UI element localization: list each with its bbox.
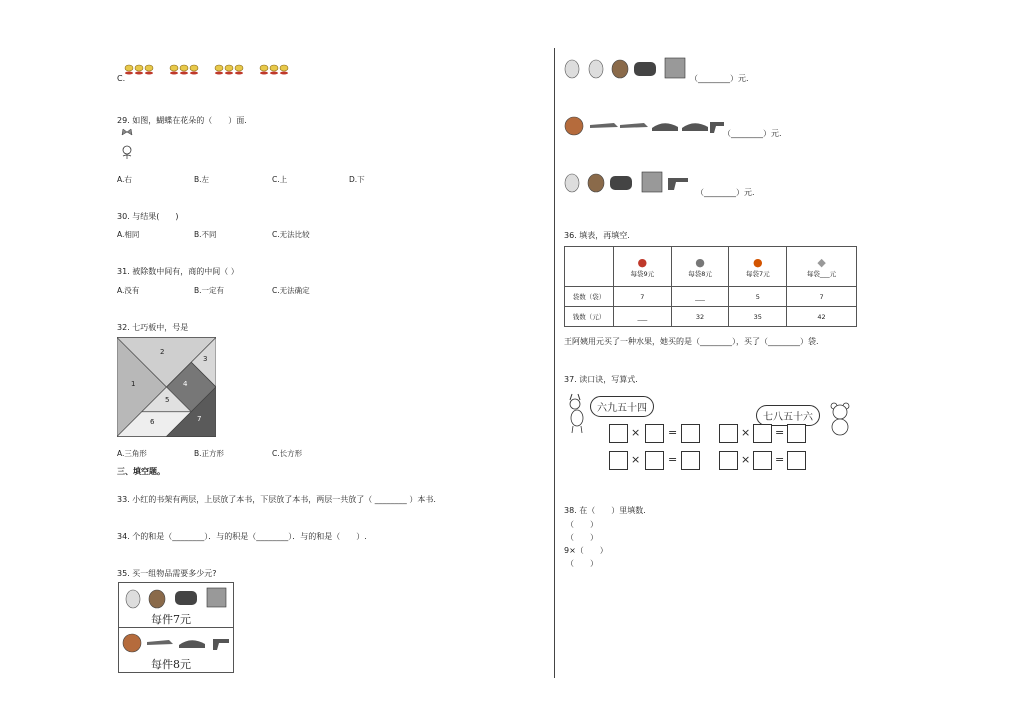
answer-box[interactable] (609, 424, 628, 443)
q36-followup: 王阿姨用元买了一种水果，她买的是（________），买了（________）袋. (564, 337, 819, 346)
table-header-col4 (787, 247, 857, 287)
answer-box[interactable] (719, 451, 738, 470)
q30-question: 30. 与结果( ) (117, 212, 179, 221)
q29-option-a[interactable]: A.右 (117, 175, 132, 184)
answer-box[interactable] (719, 424, 738, 443)
equals-sign: = (775, 426, 785, 439)
answer-box[interactable] (753, 424, 772, 443)
card-8-price: 每件8元 (151, 658, 191, 671)
q29-option-c[interactable]: C.上 (272, 175, 288, 184)
table-header-col4-label: 每袋___元 (806, 269, 837, 278)
bubble-formula-1: 六九五十四 (590, 396, 654, 417)
table-header-col3-label: 每袋7元 (745, 269, 770, 278)
answer-box[interactable] (645, 451, 664, 470)
table-cell: 32 (671, 307, 729, 327)
table-header-col1 (614, 247, 672, 287)
q31-option-b[interactable]: B.一定有 (194, 286, 225, 295)
tangram-label-3: 3 (203, 355, 208, 363)
times-sign: × (631, 453, 641, 466)
q30-option-c[interactable]: C.无法比较 (272, 230, 310, 239)
times-sign: × (741, 426, 751, 439)
deer-icon (564, 392, 590, 434)
apple-icon: ● (752, 255, 763, 269)
purchase-row-2-icons (564, 114, 724, 138)
q34-question: 34. 个的和是（________）．与的积是（________）．与的和是（ ）. (117, 532, 367, 541)
table-header-empty (565, 247, 614, 287)
table-header-col2 (671, 247, 729, 287)
times-sign: × (741, 453, 751, 466)
bear-icon (826, 400, 854, 436)
table-row-bags-label: 袋数（袋） (565, 287, 614, 307)
table-header-col3 (729, 247, 787, 287)
price-card-7 (118, 582, 234, 628)
q35-question: 35. 买一组物品需要多少元? (117, 569, 217, 578)
tangram-label-6: 6 (150, 418, 155, 426)
q31-question: 31. 被除数中间有，商的中间（ ） (117, 267, 239, 276)
purchase-row-1-icons (564, 56, 689, 80)
column-divider (554, 48, 555, 678)
answer-box[interactable] (787, 424, 806, 443)
row1-answer[interactable]: （________）元. (690, 74, 749, 83)
answer-box[interactable] (753, 451, 772, 470)
q28-duck-groups (124, 56, 294, 78)
q38-question: 38. 在（ ）里填数. (564, 506, 646, 515)
table-cell: 35 (729, 307, 787, 327)
q29-question: 29. 如图，蝴蝶在花朵的（ ）面. (117, 116, 247, 125)
tangram-label-2: 2 (160, 348, 165, 356)
equals-sign: = (668, 426, 678, 439)
toys-row-icon (121, 585, 231, 609)
q37-question: 37. 读口诀，写算式. (564, 375, 638, 384)
answer-box[interactable] (681, 424, 700, 443)
purchase-row-3-icons (564, 170, 694, 194)
q30-option-b[interactable]: B.不同 (194, 230, 217, 239)
table-cell: 42 (787, 307, 857, 327)
bubble-formula-2: 七八五十六 (756, 405, 820, 426)
answer-box[interactable] (787, 451, 806, 470)
q33-question: 33. 小红的书架有两层，上层放了本书，下层放了本书，两层一共放了（ ________ ）本书. (117, 495, 436, 504)
pear-icon: ● (695, 255, 705, 269)
answer-box[interactable] (609, 451, 628, 470)
equals-sign: = (668, 453, 678, 466)
q31-option-c[interactable]: C.无法确定 (272, 286, 310, 295)
table-row-money-label: 钱数（元） (565, 307, 614, 327)
table-cell: 7 (787, 287, 857, 307)
q38-line-2[interactable]: （ ） (566, 533, 598, 542)
times-sign: × (631, 426, 641, 439)
q29-option-d[interactable]: D.下 (349, 175, 365, 184)
vehicles-row-icon (121, 630, 231, 654)
equals-sign: = (775, 453, 785, 466)
section-fill-in-title: 三、填空题。 (117, 467, 165, 476)
table-cell-blank[interactable]: ___ (671, 287, 729, 307)
table-cell: 7 (614, 287, 672, 307)
q30-option-a[interactable]: A.相同 (117, 230, 140, 239)
price-card-8 (118, 627, 234, 673)
table-header-col2-label: 每袋8元 (688, 269, 712, 278)
q31-option-a[interactable]: A.没有 (117, 286, 140, 295)
tangram-label-5: 5 (165, 396, 170, 404)
answer-box[interactable] (645, 424, 664, 443)
q28-option-c-label: C. (117, 74, 126, 83)
butterfly-flower-icon (117, 128, 137, 160)
q38-line-3[interactable]: 9×（ ） (564, 546, 608, 555)
q38-line-1[interactable]: （ ） (566, 520, 598, 529)
card-7-price: 每件7元 (151, 613, 191, 626)
q29-option-b[interactable]: B.左 (194, 175, 210, 184)
table-header-col1-label: 每袋9元 (630, 269, 655, 278)
q36-question: 36. 填表，再填空. (564, 231, 630, 240)
tangram-label-4: 4 (183, 380, 188, 388)
q32-option-a[interactable]: A.三角形 (117, 449, 147, 458)
orange-icon: ● (637, 255, 648, 269)
fruit-icon: ◆ (817, 255, 826, 269)
table-cell-blank[interactable]: ___ (614, 307, 672, 327)
q32-option-b[interactable]: B.正方形 (194, 449, 225, 458)
q32-option-c[interactable]: C.长方形 (272, 449, 303, 458)
tangram-label-1: 1 (131, 380, 136, 388)
tangram-label-7: 7 (197, 415, 202, 423)
q32-question: 32. 七巧板中，号是 (117, 323, 189, 332)
q38-line-4[interactable]: （ ） (566, 559, 598, 568)
table-cell: 5 (729, 287, 787, 307)
answer-box[interactable] (681, 451, 700, 470)
row2-answer[interactable]: （________）元. (723, 129, 782, 138)
fruit-table (564, 246, 857, 327)
row3-answer[interactable]: （________）元. (696, 188, 755, 197)
